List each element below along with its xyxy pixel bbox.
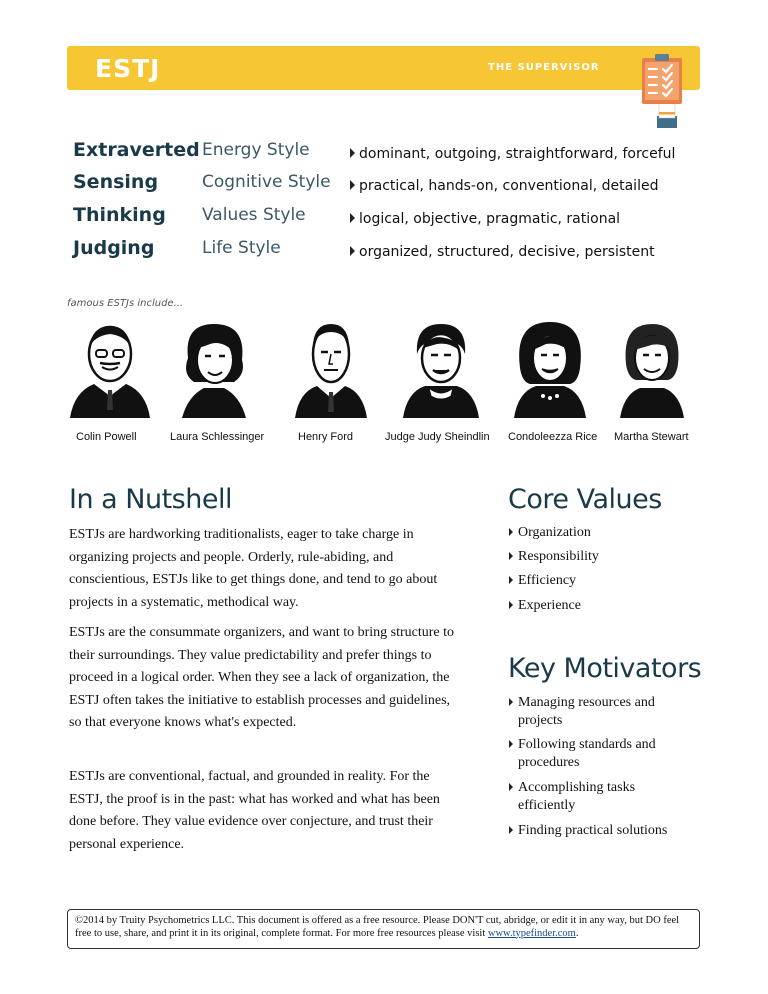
nutshell-paragraph-3: ESTJs are conventional, factual, and grounded in reality. For the ESTJ, the proof is in the past: what has worked and what has been done before. They value evidence over conjecture, and trust their personal experience. [69,769,440,852]
famous-label: famous ESTJs include... [67,298,184,309]
famous-person-laura-schlessinger [170,318,300,448]
portrait-image [174,318,254,418]
list-item [509,524,709,542]
list-item-text: Finding practical solutions [518,823,668,838]
trait-description-text: dominant, outgoing, straightforward, forceful [359,146,676,162]
trait-name: Thinking [73,204,166,226]
list-item [509,597,709,615]
bullet-triangle-icon [509,783,513,791]
key-motivators-title: Key Motivators [508,653,702,684]
list-item-text: Efficiency [518,573,577,588]
typefinder-link[interactable]: www.typefinder.com [487,927,576,939]
trait-name: Judging [73,237,155,259]
list-item-text: Following standards and procedures [518,737,656,770]
bullet-triangle-icon [509,601,513,609]
bullet-triangle-icon [509,528,513,536]
list-item-text: Responsibility [518,549,599,564]
list-item [509,548,709,566]
trait-row-judging [73,237,713,265]
trait-description [350,146,675,162]
trait-row-sensing [73,171,713,199]
bullet-triangle-icon [350,180,355,190]
famous-person-martha-stewart [610,318,740,448]
type-nickname: THE SUPERVISOR [488,62,600,73]
trait-style: Energy Style [202,140,310,160]
famous-person-name: Laura Schlessinger [170,431,265,443]
trait-description-text: practical, hands-on, conventional, detailed [359,178,659,194]
portrait-image [291,318,371,418]
bullet-triangle-icon [509,826,513,834]
trait-row-thinking [73,204,713,232]
portrait-image [70,318,150,418]
famous-person-name: Martha Stewart [614,431,689,443]
portrait-image [401,318,481,418]
trait-description [350,211,620,227]
famous-person-name: Judge Judy Sheindlin [385,431,490,443]
trait-description [350,178,658,194]
list-item [509,572,709,590]
famous-person-judge-judy-sheindlin [385,318,515,448]
bullet-triangle-icon [350,148,355,158]
type-code: ESTJ [95,54,161,83]
bullet-triangle-icon [509,698,513,706]
bullet-triangle-icon [350,213,355,223]
copyright-footer [67,909,700,949]
famous-person-name: Colin Powell [76,431,137,443]
portrait-image [612,318,692,418]
list-item [509,694,689,730]
famous-person-name: Condoleezza Rice [508,431,598,443]
nutshell-paragraph-2: ESTJs are the consummate organizers, and want to bring structure to their surroundings. They value predictability and prefer things to proceed in a logical order. When they see a lack of organization, the ESTJ often takes the initiative to establish processes and guidelines, so that everyone knows what's expected. [69,625,455,730]
core-values-title: Core Values [508,484,662,515]
trait-description-text: organized, structured, decisive, persistent [359,244,655,260]
header-banner [67,46,700,90]
list-item-text: Experience [518,598,581,613]
list-item [509,779,689,815]
trait-style: Cognitive Style [202,172,331,192]
footer-text: ©2014 by Truity Psychometrics LLC. This document is offered as a free resource. Please DON'T cut, abridge, or edit it in any way, but DO feel free to use, share, and print it in its original, complete format. For more free resources please visit [75,915,680,939]
bullet-triangle-icon [509,552,513,560]
trait-name: Sensing [73,171,159,193]
bullet-triangle-icon [509,740,513,748]
nutshell-title: In a Nutshell [69,484,232,515]
trait-style: Values Style [202,205,306,225]
portrait-image [510,318,590,418]
list-item-text: Accomplishing tasks efficiently [518,780,636,813]
trait-style: Life Style [202,238,281,258]
bullet-triangle-icon [509,576,513,584]
famous-person-name: Henry Ford [298,431,354,443]
trait-description [350,244,655,260]
trait-row-extraverted [73,139,713,167]
trait-description-text: logical, objective, pragmatic, rational [359,211,621,227]
list-item-text: Managing resources and projects [518,695,655,728]
trait-name: Extraverted [73,139,200,161]
list-item [509,736,689,772]
nutshell-paragraph-1: ESTJs are hardworking traditionalists, eager to take charge in organizing projects and people. Orderly, rule-abiding, and conscientious, ESTJs like to get things done, and tend to go about projects in a systematic, methodical way. [69,527,438,610]
bullet-triangle-icon [350,246,355,256]
list-item-text: Organization [518,525,591,540]
clipboard-checklist-icon [640,52,688,130]
list-item [509,822,699,840]
footer-end: . [575,927,579,939]
